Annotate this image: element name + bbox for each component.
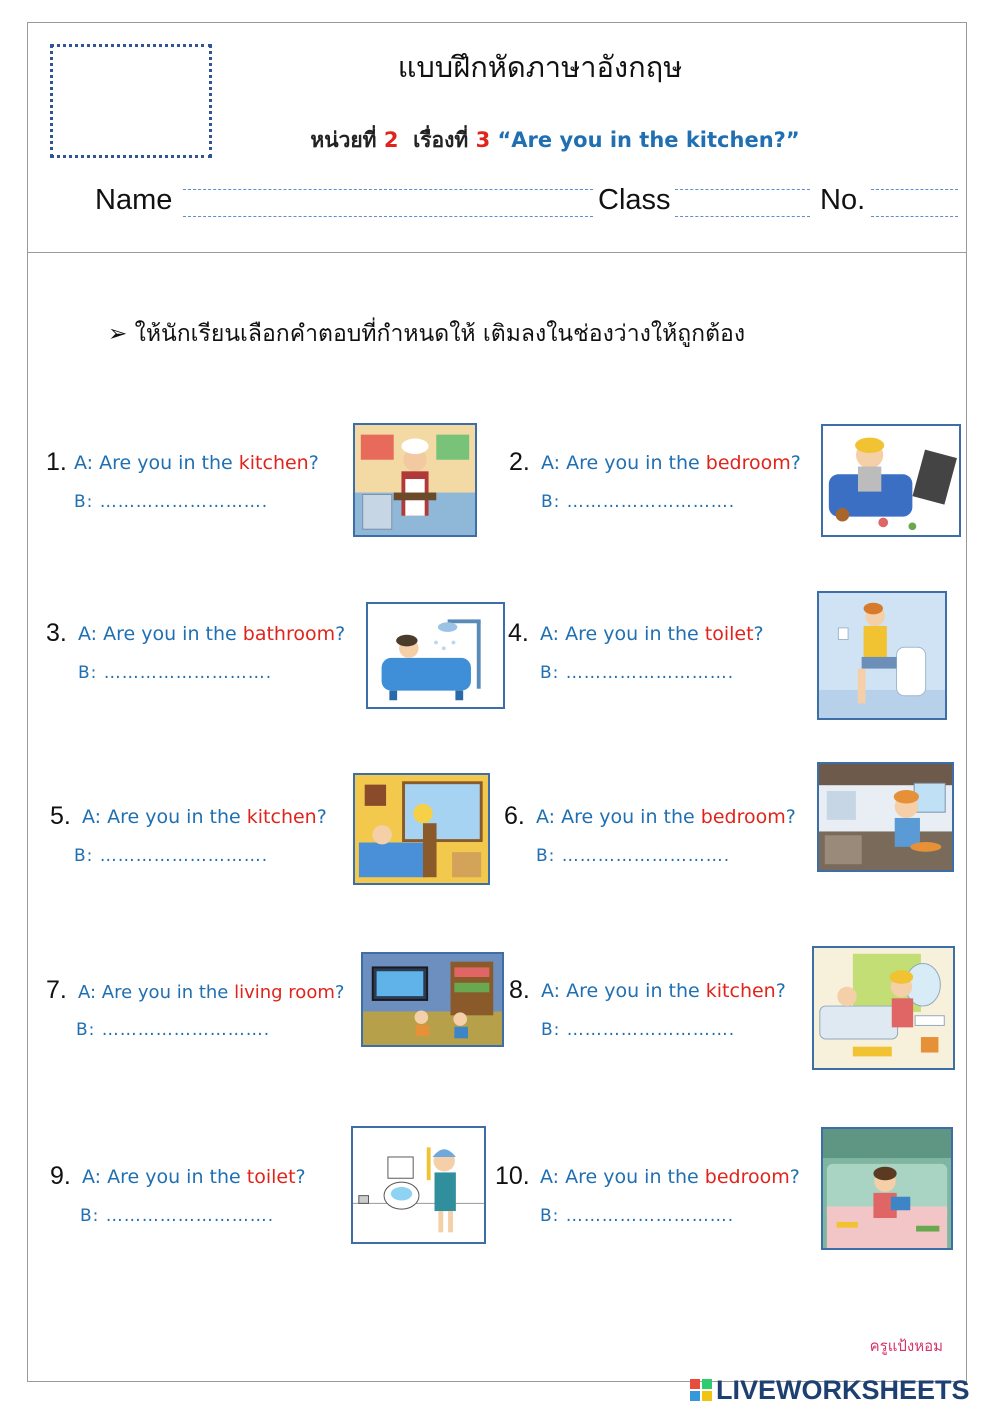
topic-number: 3 — [475, 128, 491, 152]
name-field[interactable] — [183, 189, 593, 217]
question-number: 8. — [509, 976, 530, 1004]
answer-blank[interactable]: B: ………………………. — [76, 1020, 271, 1040]
living-room-picture — [821, 424, 961, 537]
answer-blank[interactable]: B: ………………………. — [74, 846, 269, 866]
class-label: Class — [598, 184, 671, 216]
bathroom-picture — [366, 602, 505, 709]
question-number: 4. — [508, 619, 529, 647]
unit-number: 2 — [383, 128, 399, 152]
answer-blank[interactable]: B: ………………………. — [540, 663, 735, 683]
question-number: 7. — [46, 976, 67, 1004]
answer-blank[interactable]: B: ………………………. — [540, 1206, 735, 1226]
question-number: 1. — [46, 448, 67, 476]
toilet-cleaning-picture — [351, 1126, 486, 1244]
answer-blank[interactable]: B: ………………………. — [80, 1206, 275, 1226]
topic-title: “Are you in the kitchen?” — [497, 128, 800, 152]
liveworksheets-logo — [690, 1374, 970, 1406]
question-number: 3. — [46, 619, 67, 647]
unit-label: หน่วยที่ — [310, 128, 377, 152]
instruction-text: ➢ ให้นักเรียนเลือกคำตอบที่กำหนดให้ เติมลงในช่องว่างให้ถูกต้อง — [108, 321, 746, 347]
liveworksheets-logo-icon — [690, 1379, 712, 1401]
student-photo-box — [50, 44, 212, 158]
header-divider — [27, 252, 967, 253]
answer-blank[interactable]: B: ………………………. — [541, 1020, 736, 1040]
question-text: A: Are you in the kitchen? — [82, 806, 327, 828]
kitchen-boy-picture — [817, 762, 954, 872]
question-text: A: Are you in the bathroom? — [78, 623, 346, 645]
question-number: 5. — [50, 802, 71, 830]
question-text: A: Are you in the bedroom? — [541, 452, 801, 474]
question-text: A: Are you in the toilet? — [82, 1166, 306, 1188]
bedroom-reading-picture — [821, 1127, 953, 1250]
question-number: 9. — [50, 1162, 71, 1190]
question-number: 2. — [509, 448, 530, 476]
liveworksheets-logo-text: LIVEWORKSHEETS — [716, 1374, 970, 1405]
question-text: A: Are you in the bedroom? — [540, 1166, 800, 1188]
answer-blank[interactable]: B: ………………………. — [541, 492, 736, 512]
toilet-picture — [817, 591, 947, 720]
living-room-kids-picture — [361, 952, 504, 1047]
worksheet-title: แบบฝึกหัดภาษาอังกฤษ — [397, 50, 683, 84]
question-text: A: Are you in the living room? — [78, 982, 345, 1003]
answer-blank[interactable]: B: ………………………. — [536, 846, 731, 866]
teacher-credit: ครูแป้งหอม — [869, 1337, 943, 1355]
number-field[interactable] — [871, 189, 958, 217]
question-text: A: Are you in the kitchen? — [541, 980, 786, 1002]
bathroom-sink-picture — [812, 946, 955, 1070]
no-label: No. — [820, 184, 866, 216]
topic-label: เรื่องที่ — [413, 128, 469, 152]
class-field[interactable] — [675, 189, 810, 217]
answer-blank[interactable]: B: ………………………. — [74, 492, 269, 512]
question-text: A: Are you in the toilet? — [540, 623, 764, 645]
question-number: 10. — [495, 1162, 530, 1190]
question-text: A: Are you in the kitchen? — [74, 452, 319, 474]
kitchen-picture — [353, 423, 477, 537]
question-number: 6. — [504, 802, 525, 830]
bedroom-picture — [353, 773, 490, 885]
name-label: Name — [95, 184, 173, 216]
question-text: A: Are you in the bedroom? — [536, 806, 796, 828]
answer-blank[interactable]: B: ………………………. — [78, 663, 273, 683]
worksheet-subtitle — [230, 124, 880, 157]
